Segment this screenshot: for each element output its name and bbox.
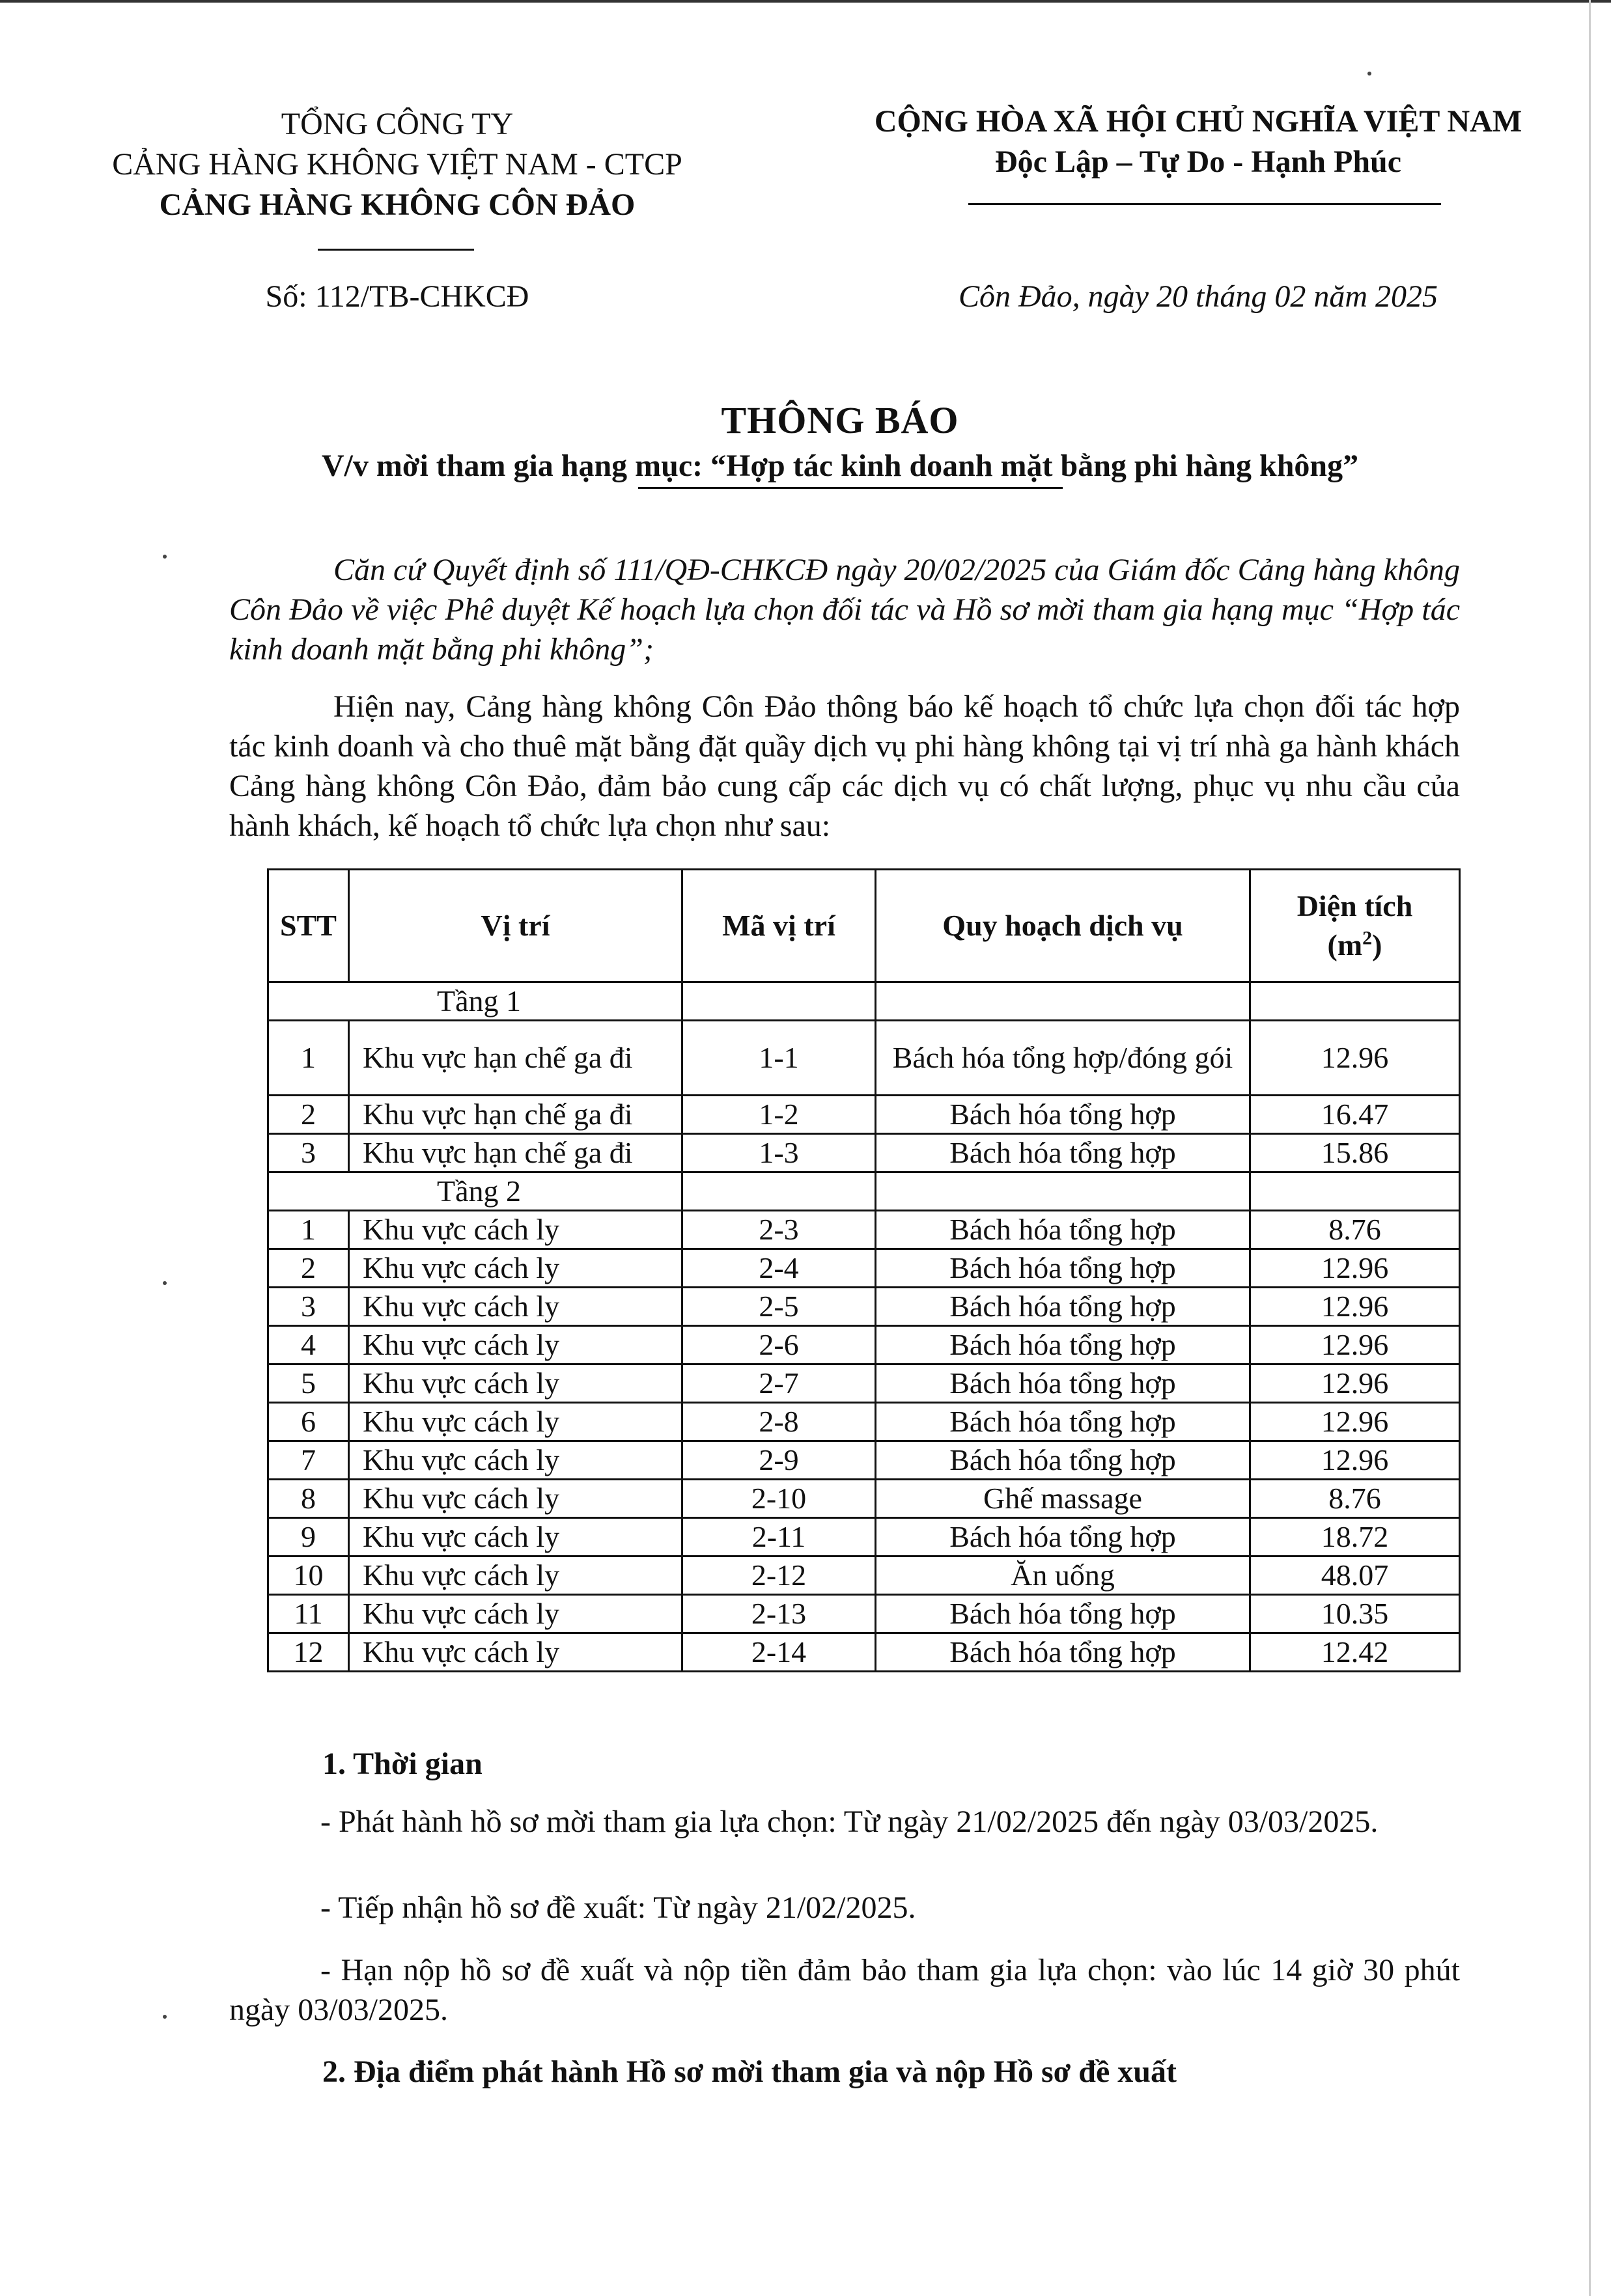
table-row [268,1211,1460,1249]
location-table [267,868,1461,1672]
floor-row [268,982,1460,1021]
row-service: Bách hóa tổng hợp [876,1288,1250,1326]
row-code: 2-13 [682,1595,876,1633]
row-service: Bách hóa tổng hợp [876,1364,1250,1403]
header-area-unit: (m [1327,928,1363,961]
row-stt: 1 [268,1211,349,1249]
scan-speck [163,555,167,559]
row-code: 2-8 [682,1403,876,1441]
row-area: 12.96 [1250,1326,1460,1364]
row-stt: 7 [268,1441,349,1480]
row-code: 2-7 [682,1364,876,1403]
issuer-corporation: CẢNG HÀNG KHÔNG VIỆT NAM - CTCP [112,147,682,182]
row-position: Khu vực cách ly [349,1633,682,1672]
table-row [268,1441,1460,1480]
row-service: Bách hóa tổng hợp [876,1096,1250,1134]
row-stt: 1 [268,1021,349,1096]
row-stt: 10 [268,1556,349,1595]
row-code: 2-14 [682,1633,876,1672]
national-motto: Độc Lập – Tự Do - Hạnh Phúc [994,145,1402,179]
row-position: Khu vực hạn chế ga đi [349,1096,682,1134]
table-row [268,1364,1460,1403]
row-area: 12.96 [1250,1364,1460,1403]
table-cell-empty [876,1172,1250,1211]
row-position: Khu vực cách ly [349,1249,682,1288]
issuer-block [111,104,684,225]
issuer-unit: CẢNG HÀNG KHÔNG CÔN ĐẢO [159,187,636,222]
row-stt: 2 [268,1249,349,1288]
row-position: Khu vực cách ly [349,1326,682,1364]
floor-label: Tầng 1 [268,982,682,1021]
row-position: Khu vực cách ly [349,1211,682,1249]
row-stt: 4 [268,1326,349,1364]
row-service: Bách hóa tổng hợp [876,1249,1250,1288]
row-area: 12.96 [1250,1288,1460,1326]
row-stt: 11 [268,1595,349,1633]
row-position: Khu vực cách ly [349,1441,682,1480]
row-area: 8.76 [1250,1480,1460,1518]
row-service: Bách hóa tổng hợp [876,1441,1250,1480]
table-row [268,1403,1460,1441]
header-position: Vị trí [349,870,682,982]
row-stt: 6 [268,1403,349,1441]
floor-label: Tầng 2 [268,1172,682,1211]
row-area: 12.42 [1250,1633,1460,1672]
page-right-edge [1589,0,1591,2296]
table-row [268,1021,1460,1096]
scan-speck [163,1281,167,1285]
row-stt: 2 [268,1096,349,1134]
row-service: Bách hóa tổng hợp/đóng gói [876,1021,1250,1096]
row-code: 2-4 [682,1249,876,1288]
table-row [268,1480,1460,1518]
document-number: Số: 112/TB-CHKCĐ [265,279,529,314]
time-item-issue: - Phát hành hồ sơ mời tham gia lựa chọn: Từ ngày 21/02/2025 đến ngày 03/03/2025. [320,1805,1379,1839]
row-area: 16.47 [1250,1096,1460,1134]
table-row [268,1096,1460,1134]
intro-paragraph: Hiện nay, Cảng hàng không Côn Đảo thông báo kế hoạch tổ chức lựa chọn đối tác hợp tác kinh doanh và cho thuê mặt bằng đặt quầy dịch vụ phi hàng không tại vị trí nhà ga hành khách Cảng hàng không Côn Đảo, đảm bảo cung cấp các dịch vụ có chất lượng, phục vụ nhu cầu của hành khách, kế hoạch tổ chức lựa chọn như sau: [229,689,1460,843]
row-service: Bách hóa tổng hợp [876,1211,1250,1249]
table-header-row [268,870,1460,982]
table-row [268,1595,1460,1633]
table-row [268,1518,1460,1556]
row-area: 10.35 [1250,1595,1460,1633]
row-position: Khu vực cách ly [349,1364,682,1403]
table-cell-empty [682,1172,876,1211]
row-code: 2-6 [682,1326,876,1364]
row-stt: 9 [268,1518,349,1556]
section-time-heading: 1. Thời gian [322,1747,483,1781]
row-stt: 3 [268,1288,349,1326]
row-code: 2-5 [682,1288,876,1326]
row-service: Bách hóa tổng hợp [876,1403,1250,1441]
table-row [268,1288,1460,1326]
row-position: Khu vực cách ly [349,1518,682,1556]
row-code: 1-1 [682,1021,876,1096]
document-date: Côn Đảo, ngày 20 tháng 02 năm 2025 [959,279,1438,314]
row-code: 2-3 [682,1211,876,1249]
time-item-receive: - Tiếp nhận hồ sơ đề xuất: Từ ngày 21/02/2025. [320,1890,916,1925]
basis-paragraph: Căn cứ Quyết định số 111/QĐ-CHKCĐ ngày 20/02/2025 của Giám đốc Cảng hàng không Côn Đảo về việc Phê duyệt Kế hoạch lựa chọn đối tác và Hồ sơ mời tham gia hạng mục “Hợp tác kinh doanh mặt bằng phi không”; [229,553,1460,667]
row-area: 15.86 [1250,1134,1460,1172]
row-position: Khu vực cách ly [349,1480,682,1518]
page-top-edge [0,0,1611,3]
row-service: Bách hóa tổng hợp [876,1595,1250,1633]
table-row [268,1556,1460,1595]
row-stt: 3 [268,1134,349,1172]
floor-row [268,1172,1460,1211]
row-position: Khu vực cách ly [349,1595,682,1633]
row-service: Bách hóa tổng hợp [876,1134,1250,1172]
header-service: Quy hoạch dịch vụ [876,870,1250,982]
row-area: 12.96 [1250,1021,1460,1096]
row-position: Khu vực cách ly [349,1288,682,1326]
row-area: 12.96 [1250,1403,1460,1441]
document-title: THÔNG BÁO [721,399,959,441]
row-service: Ăn uống [876,1556,1250,1595]
row-position: Khu vực cách ly [349,1403,682,1441]
national-title: CỘNG HÒA XÃ HỘI CHỦ NGHĨA VIỆT NAM [874,104,1522,139]
header-stt: STT [268,870,349,982]
table-cell-empty [682,982,876,1021]
table-row [268,1326,1460,1364]
scan-speck [1367,72,1371,76]
subtitle-underline [638,487,1063,489]
row-stt: 5 [268,1364,349,1403]
row-code: 2-9 [682,1441,876,1480]
header-code: Mã vị trí [682,870,876,982]
row-area: 12.96 [1250,1249,1460,1288]
header-area-label: Diện tích [1296,889,1413,922]
table-row [268,1633,1460,1672]
row-area: 8.76 [1250,1211,1460,1249]
national-motto-block [840,102,1556,182]
row-code: 1-3 [682,1134,876,1172]
row-service: Bách hóa tổng hợp [876,1633,1250,1672]
row-area: 48.07 [1250,1556,1460,1595]
row-service: Bách hóa tổng hợp [876,1518,1250,1556]
row-code: 2-10 [682,1480,876,1518]
row-area: 18.72 [1250,1518,1460,1556]
motto-underline [968,203,1441,205]
table-row [268,1134,1460,1172]
issuer-parent: TỔNG CÔNG TY [281,107,514,141]
row-service: Bách hóa tổng hợp [876,1326,1250,1364]
row-code: 2-11 [682,1518,876,1556]
row-position: Khu vực hạn chế ga đi [349,1021,682,1096]
table-cell-empty [876,982,1250,1021]
row-code: 2-12 [682,1556,876,1595]
row-position: Khu vực hạn chế ga đi [349,1134,682,1172]
row-stt: 8 [268,1480,349,1518]
table-cell-empty [1250,1172,1460,1211]
row-position: Khu vực cách ly [349,1556,682,1595]
row-area: 12.96 [1250,1441,1460,1480]
row-code: 1-2 [682,1096,876,1134]
table-row [268,1249,1460,1288]
header-area-unit-close: ) [1372,928,1382,961]
section-location-heading: 2. Địa điểm phát hành Hồ sơ mời tham gia và nộp Hồ sơ đề xuất [322,2054,1177,2089]
header-area-unit-exponent: 2 [1362,927,1373,949]
table-cell-empty [1250,982,1460,1021]
document-subtitle: V/v mời tham gia hạng mục: “Hợp tác kinh doanh mặt bằng phi hàng không” [321,449,1359,483]
issuer-underline [318,249,474,251]
time-item-deadline: - Hạn nộp hồ sơ đề xuất và nộp tiền đảm bảo tham gia lựa chọn: vào lúc 14 giờ 30 phút ngày 03/03/2025. [229,1953,1460,2027]
row-stt: 12 [268,1633,349,1672]
header-area [1250,870,1460,982]
row-service: Ghế massage [876,1480,1250,1518]
scan-speck [163,2015,167,2019]
